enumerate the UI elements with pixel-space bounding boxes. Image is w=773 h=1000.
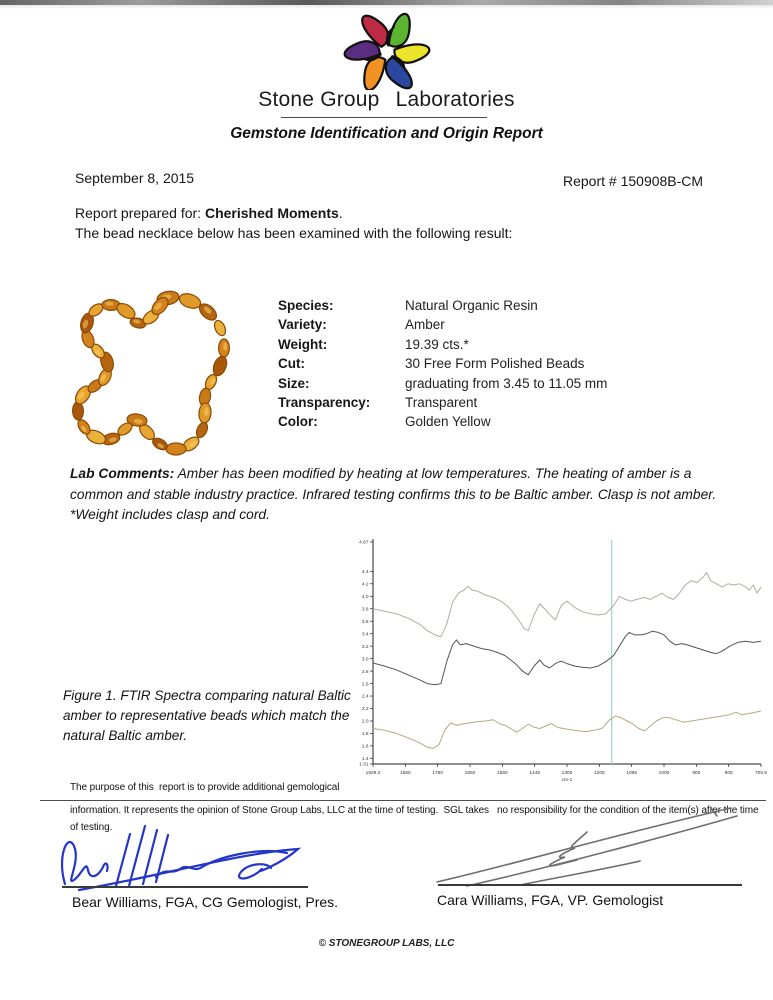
svg-text:3.6: 3.6	[361, 619, 369, 625]
svg-text:1.31: 1.31	[359, 762, 369, 768]
svg-text:700.5: 700.5	[754, 771, 767, 776]
row-value: 30 Free Form Polished Beads	[405, 356, 585, 372]
svg-text:1.4: 1.4	[361, 757, 369, 763]
row-label: Species:	[278, 298, 334, 313]
table-row	[278, 298, 607, 317]
footer-copyright: © STONEGROUP LABS, LLC	[318, 938, 455, 949]
lab-comments	[70, 464, 732, 526]
svg-text:3.8: 3.8	[361, 607, 369, 613]
svg-text:1.8: 1.8	[361, 732, 369, 738]
pinwheel-logo-icon	[326, 12, 448, 90]
row-value: Natural Organic Resin	[405, 298, 538, 313]
svg-text:1200: 1200	[593, 771, 605, 776]
signatory-name-right: Cara Williams, FGA, VP. Gemologist	[437, 892, 664, 908]
signature-cara-williams	[425, 802, 745, 890]
prepared-for-prefix: Report prepared for:	[75, 205, 205, 221]
row-label: Variety:	[278, 317, 327, 333]
svg-text:2.0: 2.0	[361, 719, 369, 725]
intro-line: The bead necklace below has been examined with the following result:	[75, 225, 513, 241]
svg-text:4.2: 4.2	[361, 582, 369, 588]
report-number: Report # 150908B-CM	[563, 173, 704, 189]
amber-necklace-photo	[56, 262, 248, 458]
svg-text:2.8: 2.8	[361, 669, 369, 675]
disclaimer-line-1: The purpose of this report is to provide additional gemological	[70, 782, 340, 793]
svg-text:1650: 1650	[464, 771, 476, 776]
row-value: Golden Yellow	[405, 414, 491, 430]
scan-edge-fade	[0, 5, 773, 9]
svg-text:1000: 1000	[658, 771, 670, 776]
prepared-for-suffix: .	[338, 205, 343, 221]
results-table	[278, 298, 607, 434]
row-label: Size:	[278, 375, 310, 391]
table-row	[278, 317, 607, 336]
report-title: Gemstone Identification and Origin Report	[230, 125, 543, 142]
brand-right: Laboratories	[395, 88, 515, 111]
svg-text:1750: 1750	[432, 771, 444, 776]
lab-comments-text: Amber has been modified by heating at low temperatures. The heating of amber is a common and stable industry practice. Infrared testing confirms this to be Baltic amber. Clasp is not amber. *Weight includes clasp and cord.	[70, 466, 717, 522]
row-label: Color:	[278, 414, 318, 430]
row-value: 19.39 cts.*	[405, 336, 469, 352]
lab-comments-heading: Lab Comments:	[70, 466, 175, 481]
figure-caption: Figure 1. FTIR Spectra comparing natural Baltic amber to representative beads which match the natural Baltic amber.	[63, 688, 351, 743]
report-date: September 8, 2015	[75, 170, 195, 186]
row-value: graduating from 3.45 to 11.05 mm	[405, 375, 608, 391]
svg-text:1929.2: 1929.2	[365, 771, 381, 776]
signature-bear-williams	[55, 822, 320, 904]
table-row	[278, 414, 607, 433]
signature-line-right	[438, 884, 742, 886]
row-label: Cut:	[278, 356, 305, 372]
svg-text:4.0: 4.0	[361, 594, 369, 600]
row-label: Weight:	[278, 336, 328, 352]
svg-text:cm-1: cm-1	[561, 778, 573, 783]
brand-left: Stone Group	[258, 88, 380, 111]
disclaimer-line-2: information. It represents the opinion of Stone Group Labs, LLC at the time of testing. SGL takes no responsibility for the condition of the item(s) after the time	[70, 805, 759, 816]
signatory-name-left: Bear Williams, FGA, CG Gemologist, Pres.	[72, 894, 339, 910]
table-row	[278, 337, 607, 356]
table-row	[278, 395, 607, 414]
row-value: Amber	[405, 317, 445, 333]
table-row	[278, 356, 607, 375]
svg-text:2.4: 2.4	[361, 694, 369, 700]
svg-text:1.6: 1.6	[361, 744, 369, 750]
svg-text:1095: 1095	[626, 771, 638, 776]
svg-text:3.0: 3.0	[361, 657, 369, 663]
svg-text:1860: 1860	[399, 771, 411, 776]
svg-text:4.87: 4.87	[359, 540, 369, 546]
svg-text:2.6: 2.6	[361, 682, 369, 688]
divider-rule	[40, 800, 766, 801]
row-label: Transparency:	[278, 394, 371, 410]
svg-text:3.2: 3.2	[361, 644, 369, 650]
svg-text:1445: 1445	[529, 771, 541, 776]
brand-underline	[281, 117, 487, 118]
svg-text:3.4: 3.4	[361, 632, 369, 638]
ftir-spectra-chart	[357, 534, 767, 786]
svg-text:1550: 1550	[496, 771, 508, 776]
prepared-for-line	[75, 205, 343, 221]
disclaimer-line-3: of testing.	[70, 822, 113, 833]
svg-text:2.2: 2.2	[361, 707, 369, 713]
svg-text:4.4: 4.4	[361, 570, 369, 576]
svg-text:800: 800	[724, 771, 733, 776]
prepared-for-name: Cherished Moments	[204, 205, 339, 221]
svg-text:1300: 1300	[561, 771, 573, 776]
row-value: Transparent	[405, 394, 478, 410]
svg-text:900: 900	[692, 771, 701, 776]
table-row	[278, 376, 607, 395]
signature-line-left	[62, 886, 308, 888]
brand-name	[0, 88, 773, 112]
